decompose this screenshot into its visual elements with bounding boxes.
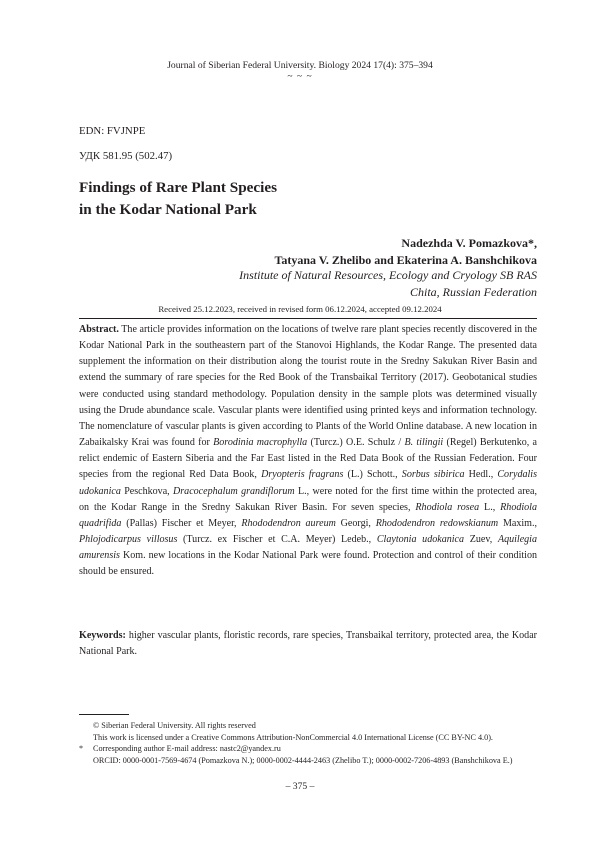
affiliation — [239, 267, 537, 300]
footnote-corresponding — [79, 743, 537, 754]
divider-rule — [79, 318, 537, 319]
affiliation-line-2: Chita, Russian Federation — [410, 284, 537, 299]
abstract-text: L., — [479, 501, 501, 513]
footnote-orcid — [79, 755, 537, 766]
journal-header: Journal of Siberian Federal University. Biology 2024 17(4): 375–394 — [167, 60, 433, 71]
title-line-2: in the Kodar National Park — [79, 201, 257, 218]
edn-code: EDN: FVJNPE — [79, 125, 146, 137]
keywords-label: Keywords: — [79, 630, 126, 641]
abstract-text: Kom. new locations in the Kodar National Park were found. Protection and control of their condition should be ensured. — [79, 550, 537, 578]
keywords-text: higher vascular plants, floristic records, rare species, Transbaikal territory, protected area, the Kodar National Park. — [79, 630, 537, 658]
license-text: This work is licensed under a Creative Commons Attribution-NonCommercial 4.0 International License (CC BY-NC 4.0). — [93, 732, 493, 742]
corresponding-text: Corresponding author E-mail address: nastc2@yandex.ru — [93, 744, 281, 753]
abstract-text: Hedl., — [464, 469, 498, 481]
udk-code: УДК 581.95 (502.47) — [79, 150, 173, 162]
abstract-text: Peschkova, — [120, 485, 174, 497]
abstract-text: Zuev, — [464, 534, 498, 546]
abstract-text: Maxim., — [498, 517, 538, 529]
species-name: Phlojodicarpus villosus — [79, 534, 178, 546]
authors — [274, 235, 537, 268]
asterisk-mark: * — [79, 744, 84, 753]
abstract-text: (Turcz.) O.E. Schulz / — [307, 437, 405, 449]
copyright-text: © Siberian Federal University. All rights reserved — [93, 721, 256, 730]
received-dates: Received 25.12.2023, received in revised form 06.12.2024, accepted 09.12.2024 — [158, 304, 442, 314]
abstract-text: Georgi, — [335, 517, 376, 529]
article-title — [79, 177, 277, 221]
abstract-text: (Pallas) Fischer et Meyer, — [121, 517, 242, 529]
species-name: Sorbus sibirica — [401, 469, 465, 481]
keywords — [79, 628, 537, 660]
species-name: B. tilingii — [404, 437, 444, 449]
species-name: Dracocephalum grandiflorum — [173, 485, 295, 497]
title-line-1: Findings of Rare Plant Species — [79, 179, 278, 196]
species-name: Rhodiola quadrifida — [79, 501, 537, 529]
species-name: Borodinia macrophylla — [213, 437, 308, 449]
species-name: Dryopteris fragrans — [261, 469, 344, 481]
orcid-text: ORCID: 0000-0001-7569-4674 (Pomazkova N.); 0000-0002-4444-2463 (Zhelibo T.); 0000-0002-7206-4893 (Banshchikova E.) — [93, 755, 513, 765]
authors-line-2: Tatyana V. Zhelibo and Ekaterina A. Banshchikova — [274, 252, 537, 267]
authors-line-1: Nadezhda V. Pomazkova*, — [401, 236, 537, 250]
abstract — [79, 322, 537, 581]
footnote-copyright — [79, 720, 537, 731]
abstract-label: Abstract. — [79, 324, 119, 335]
species-name: Aquilegia amurensis — [79, 534, 538, 562]
affiliation-line-1: Institute of Natural Resources, Ecology and Cryology SB RAS — [239, 268, 537, 282]
species-name: Corydalis udokanica — [79, 469, 537, 497]
species-name: Rhodiola rosea — [415, 501, 480, 513]
abstract-text: L., were noted for the first time within the protected area, on the Kodar Range in the Sredny Sakukan River Basin. For seven species, — [79, 485, 537, 513]
footnote-license — [79, 732, 537, 743]
abstract-text: (Regel) Berkutenko, a relict endemic of Eastern Siberia and the Far East listed in the Red Data Book of the Russian Federation. Four species from the regional Red Data Book, — [79, 437, 537, 481]
page-number: – 375 – — [285, 781, 315, 792]
header-ornament: ~ ~ ~ — [287, 71, 313, 82]
species-name: Rhododendron redowskianum — [375, 517, 499, 529]
footnote-rule — [79, 714, 129, 715]
species-name: Rhododendron aureum — [241, 517, 336, 529]
abstract-text: (L.) Schott., — [343, 469, 402, 481]
abstract-text: (Turcz. ex Fischer et C.A. Meyer) Ledeb., — [177, 534, 377, 546]
species-name: Claytonia udokanica — [376, 534, 465, 546]
abstract-text: The article provides information on the locations of twelve rare plant species recently discovered in the Kodar National Park in the southeastern part of the Stanovoi Highlands, the Kodar Range. The presented data supplement the information on their distribution along the tourist route in the Sredny Sakukan River Basin and extend the summary of rare species for the Red Book of the Transbaikal Territory (2017). Geobotanical studies were conducted using standard methodology. Population density in the sample plots was determined visually using the Drude abundance scale. Vascular plants were identified using printed keys and information technology. The nomenclature of vascular plants is given according to Plants of the World Online database. A new location in Zabaikalsky Krai was found for — [79, 324, 537, 449]
